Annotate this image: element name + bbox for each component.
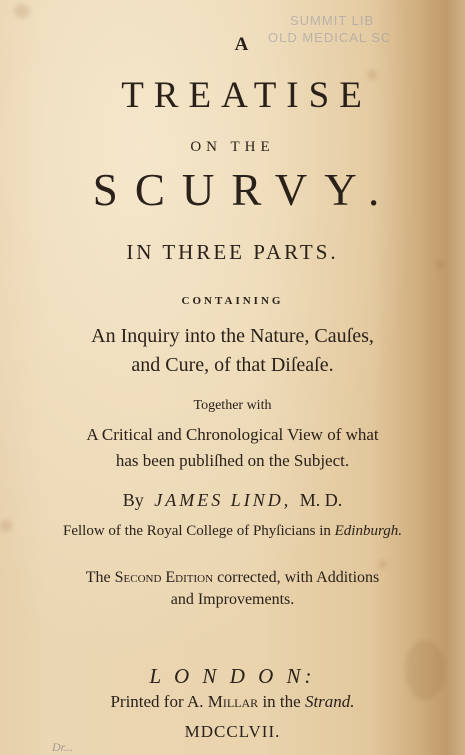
fellow-place: Edinburgh. bbox=[334, 523, 402, 539]
imprint-printer-line bbox=[0, 692, 465, 712]
author-name: JAMES LIND, bbox=[154, 490, 292, 510]
stain bbox=[378, 560, 387, 569]
title-article: A bbox=[234, 34, 251, 55]
title-scurvy: SCURVY. bbox=[92, 165, 397, 215]
imprint-street: Strand. bbox=[304, 692, 355, 711]
imprint-city: L O N D O N: bbox=[149, 664, 316, 688]
containing-heading: CONTAINING bbox=[181, 295, 284, 307]
fellow-line bbox=[0, 523, 465, 540]
edition-the: The bbox=[85, 569, 111, 586]
imprint-printed-for: Printed for A. bbox=[110, 692, 204, 711]
view-line-1: A Critical and Chronological View of what bbox=[86, 425, 379, 444]
edition-rest: corrected, with Additions bbox=[217, 569, 380, 586]
imprint-year: MDCCLVII. bbox=[184, 722, 281, 741]
title-on-the: ON THE bbox=[190, 139, 275, 155]
edition-line-2: and Improvements. bbox=[170, 591, 295, 608]
view-line-2: has been publiſhed on the Subject. bbox=[115, 451, 350, 470]
inquiry-line-2: and Cure, of that Diſeaſe. bbox=[131, 354, 334, 376]
imprint-printer: Millar bbox=[207, 692, 259, 711]
author-by: By bbox=[122, 490, 144, 510]
stamp-line-2: OLD MEDICAL SC bbox=[268, 30, 392, 45]
handwritten-marginalia: Dr... bbox=[52, 740, 74, 754]
title-in-three-parts: IN THREE PARTS. bbox=[126, 240, 339, 264]
inquiry-line-1: An Inquiry into the Nature, Cauſes, bbox=[91, 325, 374, 347]
fellow-text: Fellow of the Royal College of Phyſicians in bbox=[62, 523, 331, 539]
imprint-in-the: in the bbox=[262, 692, 301, 711]
author-line bbox=[0, 490, 465, 511]
stamp-line-1: SUMMIT LIB bbox=[290, 13, 375, 28]
title-treatise: TREATISE bbox=[121, 75, 372, 116]
stain bbox=[14, 4, 30, 18]
together-with: Together with bbox=[193, 398, 272, 413]
edition-second: Second Edition bbox=[114, 569, 214, 586]
author-degree: M. D. bbox=[299, 490, 343, 510]
edition-line-1 bbox=[0, 569, 465, 587]
